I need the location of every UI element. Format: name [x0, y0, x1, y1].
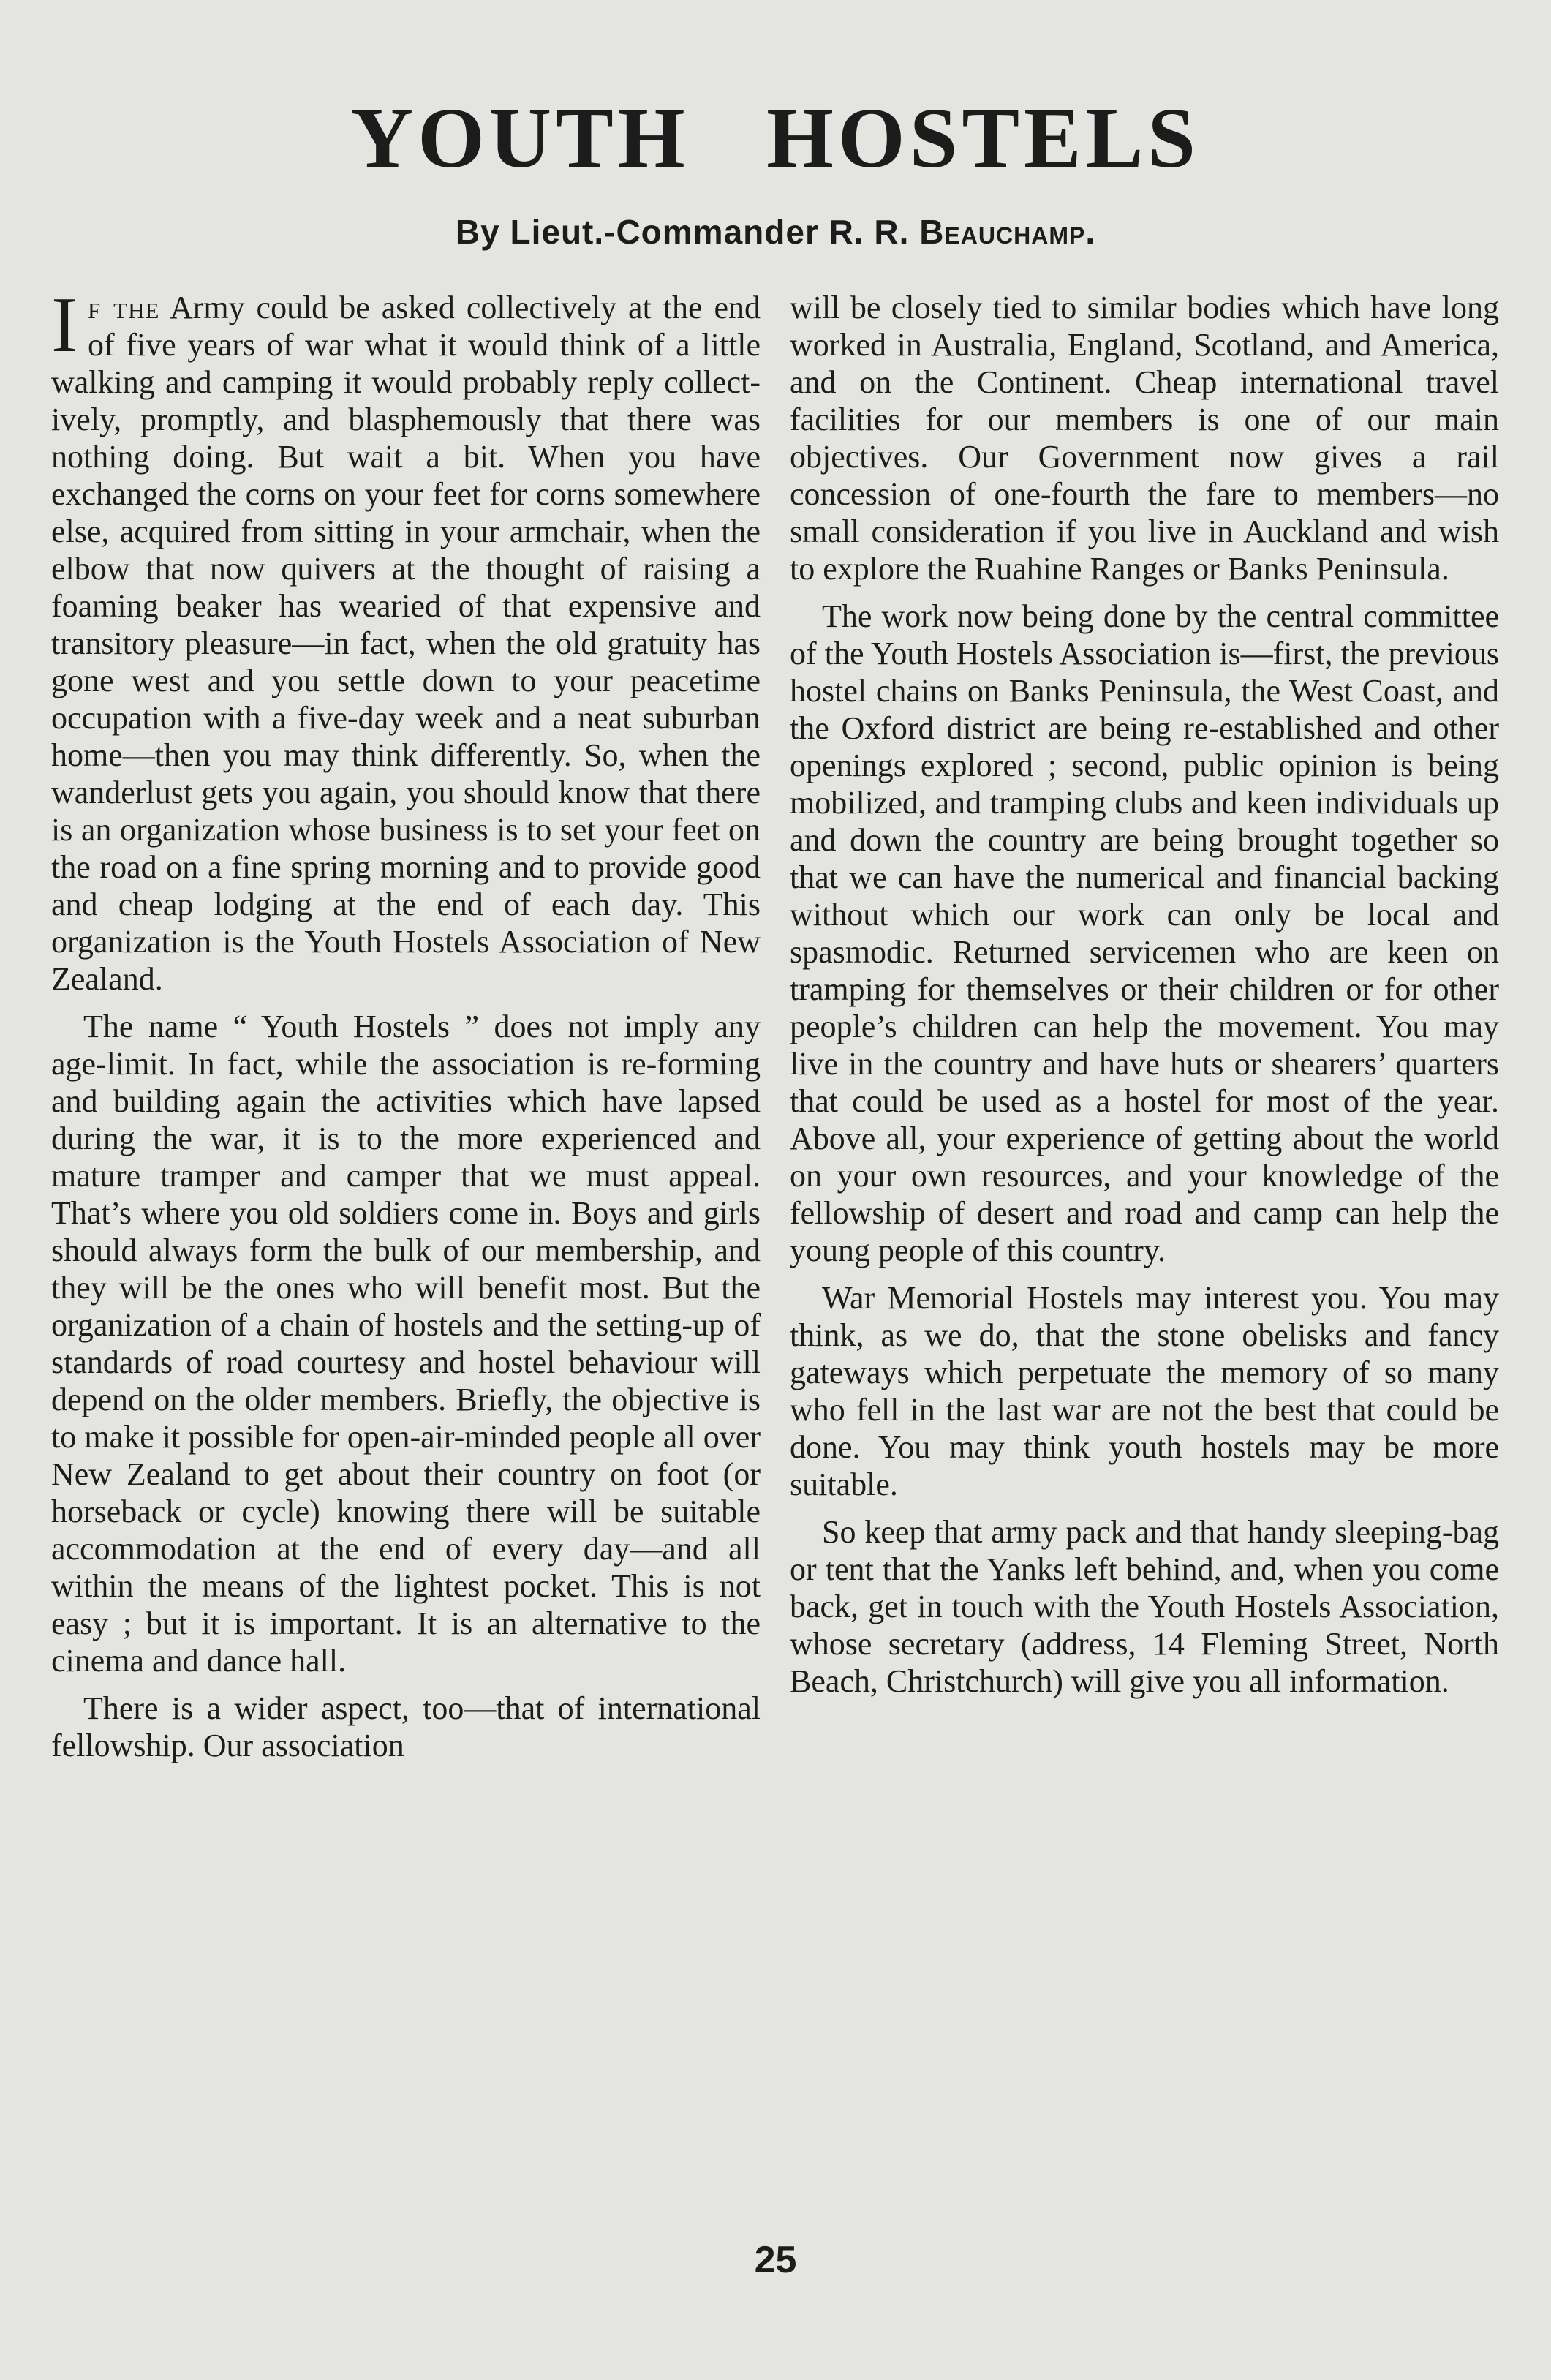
paragraph-international: There is a wider aspect, too—that of international fellowship. Our association [51, 1690, 761, 1763]
paragraph-war-memorial: War Memorial Hostels may interest you. You may think, as we do, that the stone obelisks and fancy gateways which perpetuate the memory of so many who fell in the last war are not the best that could be done. You may think youth hostels may be more suitable. [790, 1280, 1499, 1502]
byline-prefix: By Lieut.-Commander R. R. [455, 213, 910, 251]
lead-in-smallcaps: f the [87, 290, 160, 325]
drop-cap: I [51, 282, 78, 369]
paragraph-age-limit: The name “ Youth Hostels ” does not imply any age-limit. In fact, while the association is re-forming and building again the activities which have lapsed during the war, it is to the more experienced and mature tramper and camper that we must appeal. That’s where you old soldiers come in. Boys and girls should always form the bulk of our membership, and they will be the ones who will benefit most. But the organization of a chain of hostels and the setting-up of standards of road courtesy and hostel behaviour will depend on the older members. Briefly, the objective is to make it possible for open-air-minded people all over New Zealand to get about their country on foot (or horseback or cycle) knowing there will be suitable accommodation at the end of every day—and all within the means of the lightest pocket. This is not easy ; but it is important. It is an alternative to the cinema and dance hall. [51, 1009, 761, 1679]
paragraph-closing: So keep that army pack and that handy sleeping-bag or tent that the Yanks left behind, and, when you come back, get in touch with the Youth Hostels Association, whose secretary (address, 14 Fleming Street, North Beach, Christchurch) will give you all information. [790, 1514, 1499, 1699]
page-number: 25 [754, 2239, 797, 2281]
article-body [51, 282, 1499, 2205]
author-name: Beauchamp. [919, 213, 1096, 251]
paragraph-intro [51, 282, 761, 998]
left-column [51, 282, 761, 2205]
article-byline [0, 212, 1551, 252]
article-title: YOUTH HOSTELS [350, 90, 1201, 186]
paragraph-international-continued: will be closely tied to similar bodies which have long worked in Australia, England, Scotland, and America, and on the Continent. Cheap international travel facilities for our members is one of our main objectives. Our Government now gives a rail concession of one-fourth the fare to members—no small consideration if you live in Auckland and wish to explore the Ruahine Ranges or Banks Peninsula. [790, 290, 1499, 587]
right-column [790, 289, 1499, 2205]
paragraph-intro-text: Army could be asked collectively at the end of five years of war what it would think of a little walking and camping it would probably reply collectively, promptly, and blasphemously that there was nothing doing. But wait a bit. When you have exchanged the corns on your feet for corns somewhere else, acquired from sitting in your armchair, when the elbow that now quivers at the thought of raising a foaming beaker has wearied of that expensive and transitory pleasure—in fact, when the old gratuity has gone west and you settle down to your peacetime occupation with a five-day week and a neat suburban home—then you may think differently. So, when the wanderlust gets you again, you should know that there is an organization whose business is to set your feet on the road on a fine spring morning and to provide good and cheap lodging at the end of each day. This organization is the Youth Hostels Association of New Zealand. [51, 290, 761, 997]
paragraph-current-work: The work now being done by the central committee of the Youth Hostels Association is—first, the previous hostel chains on Banks Peninsula, the West Coast, and the Oxford district are being re-established and other openings explored ; second, public opinion is being mobilized, and tramping clubs and keen individuals up and down the country are being brought together so that we can have the numerical and financial backing without which our work can only be local and spasmodic. Returned servicemen who are keen on tramping for themselves or their children or for other people’s children can help the movement. You may live in the country and have huts or shearers’ quarters that could be used as a hostel for most of the year. Above all, your experience of getting about the world on your own resources, and your knowledge of the fellowship of desert and road and camp can help the young people of this country. [790, 598, 1499, 1268]
